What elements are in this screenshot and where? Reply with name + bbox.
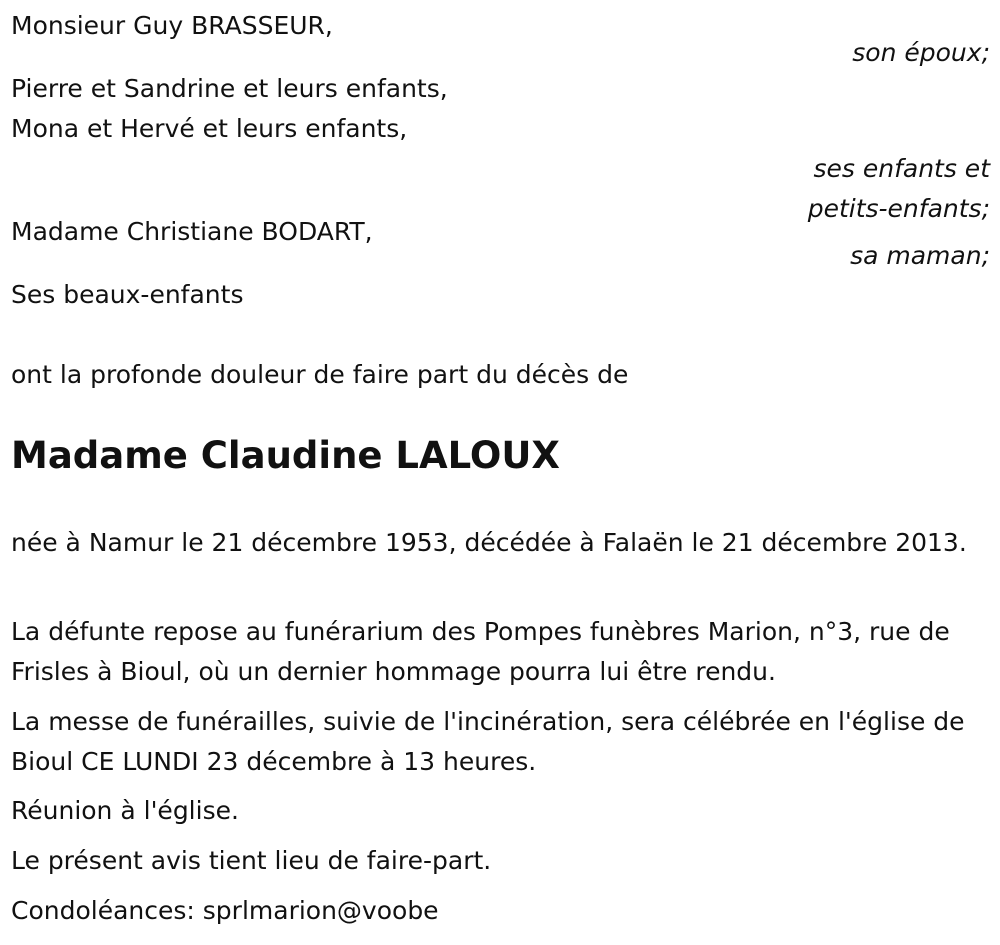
family-entry-in-laws (11, 275, 990, 315)
announcement-line: ont la profonde douleur de faire part du décès de (11, 360, 629, 389)
family-name: Pierre et Sandrine et leurs enfants, (11, 74, 448, 103)
family-relation: petits-enfants; (807, 194, 990, 223)
birth-death-paragraph: née à Namur le 21 décembre 1953, décédée à Falaën le 21 décembre 2013. (11, 528, 967, 557)
family-name: Mona et Hervé et leurs enfants, (11, 114, 408, 143)
family-entry-mother (11, 212, 990, 276)
family-entry-children (11, 69, 990, 229)
funeral-mass-paragraph: La messe de funérailles, suivie de l'incinération, sera célébrée en l'église de Bioul CE LUNDI 23 décembre à 13 heures. (11, 707, 965, 776)
family-entry-spouse (11, 6, 990, 76)
funerarium-paragraph: La défunte repose au funérarium des Pompes funèbres Marion, n°3, rue de Frisles à Bioul, où un dernier hommage pourra lui être rendu. (11, 617, 950, 686)
family-name: Madame Christiane BODART, (11, 217, 373, 246)
family-relation: sa maman; (850, 241, 990, 270)
family-relation: son époux; (852, 38, 990, 67)
deceased-name: Madame Claudine LALOUX (11, 434, 560, 477)
notice-paragraph: Le présent avis tient lieu de faire-part. (11, 846, 492, 875)
family-relation: ses enfants et (813, 154, 990, 183)
meeting-paragraph: Réunion à l'église. (11, 796, 239, 825)
family-name: Ses beaux-enfants (11, 280, 244, 309)
family-name: Monsieur Guy BRASSEUR, (11, 11, 333, 40)
announcement-text (11, 355, 990, 395)
condolences-paragraph: Condoléances: sprlmarion@voobe (11, 896, 439, 925)
